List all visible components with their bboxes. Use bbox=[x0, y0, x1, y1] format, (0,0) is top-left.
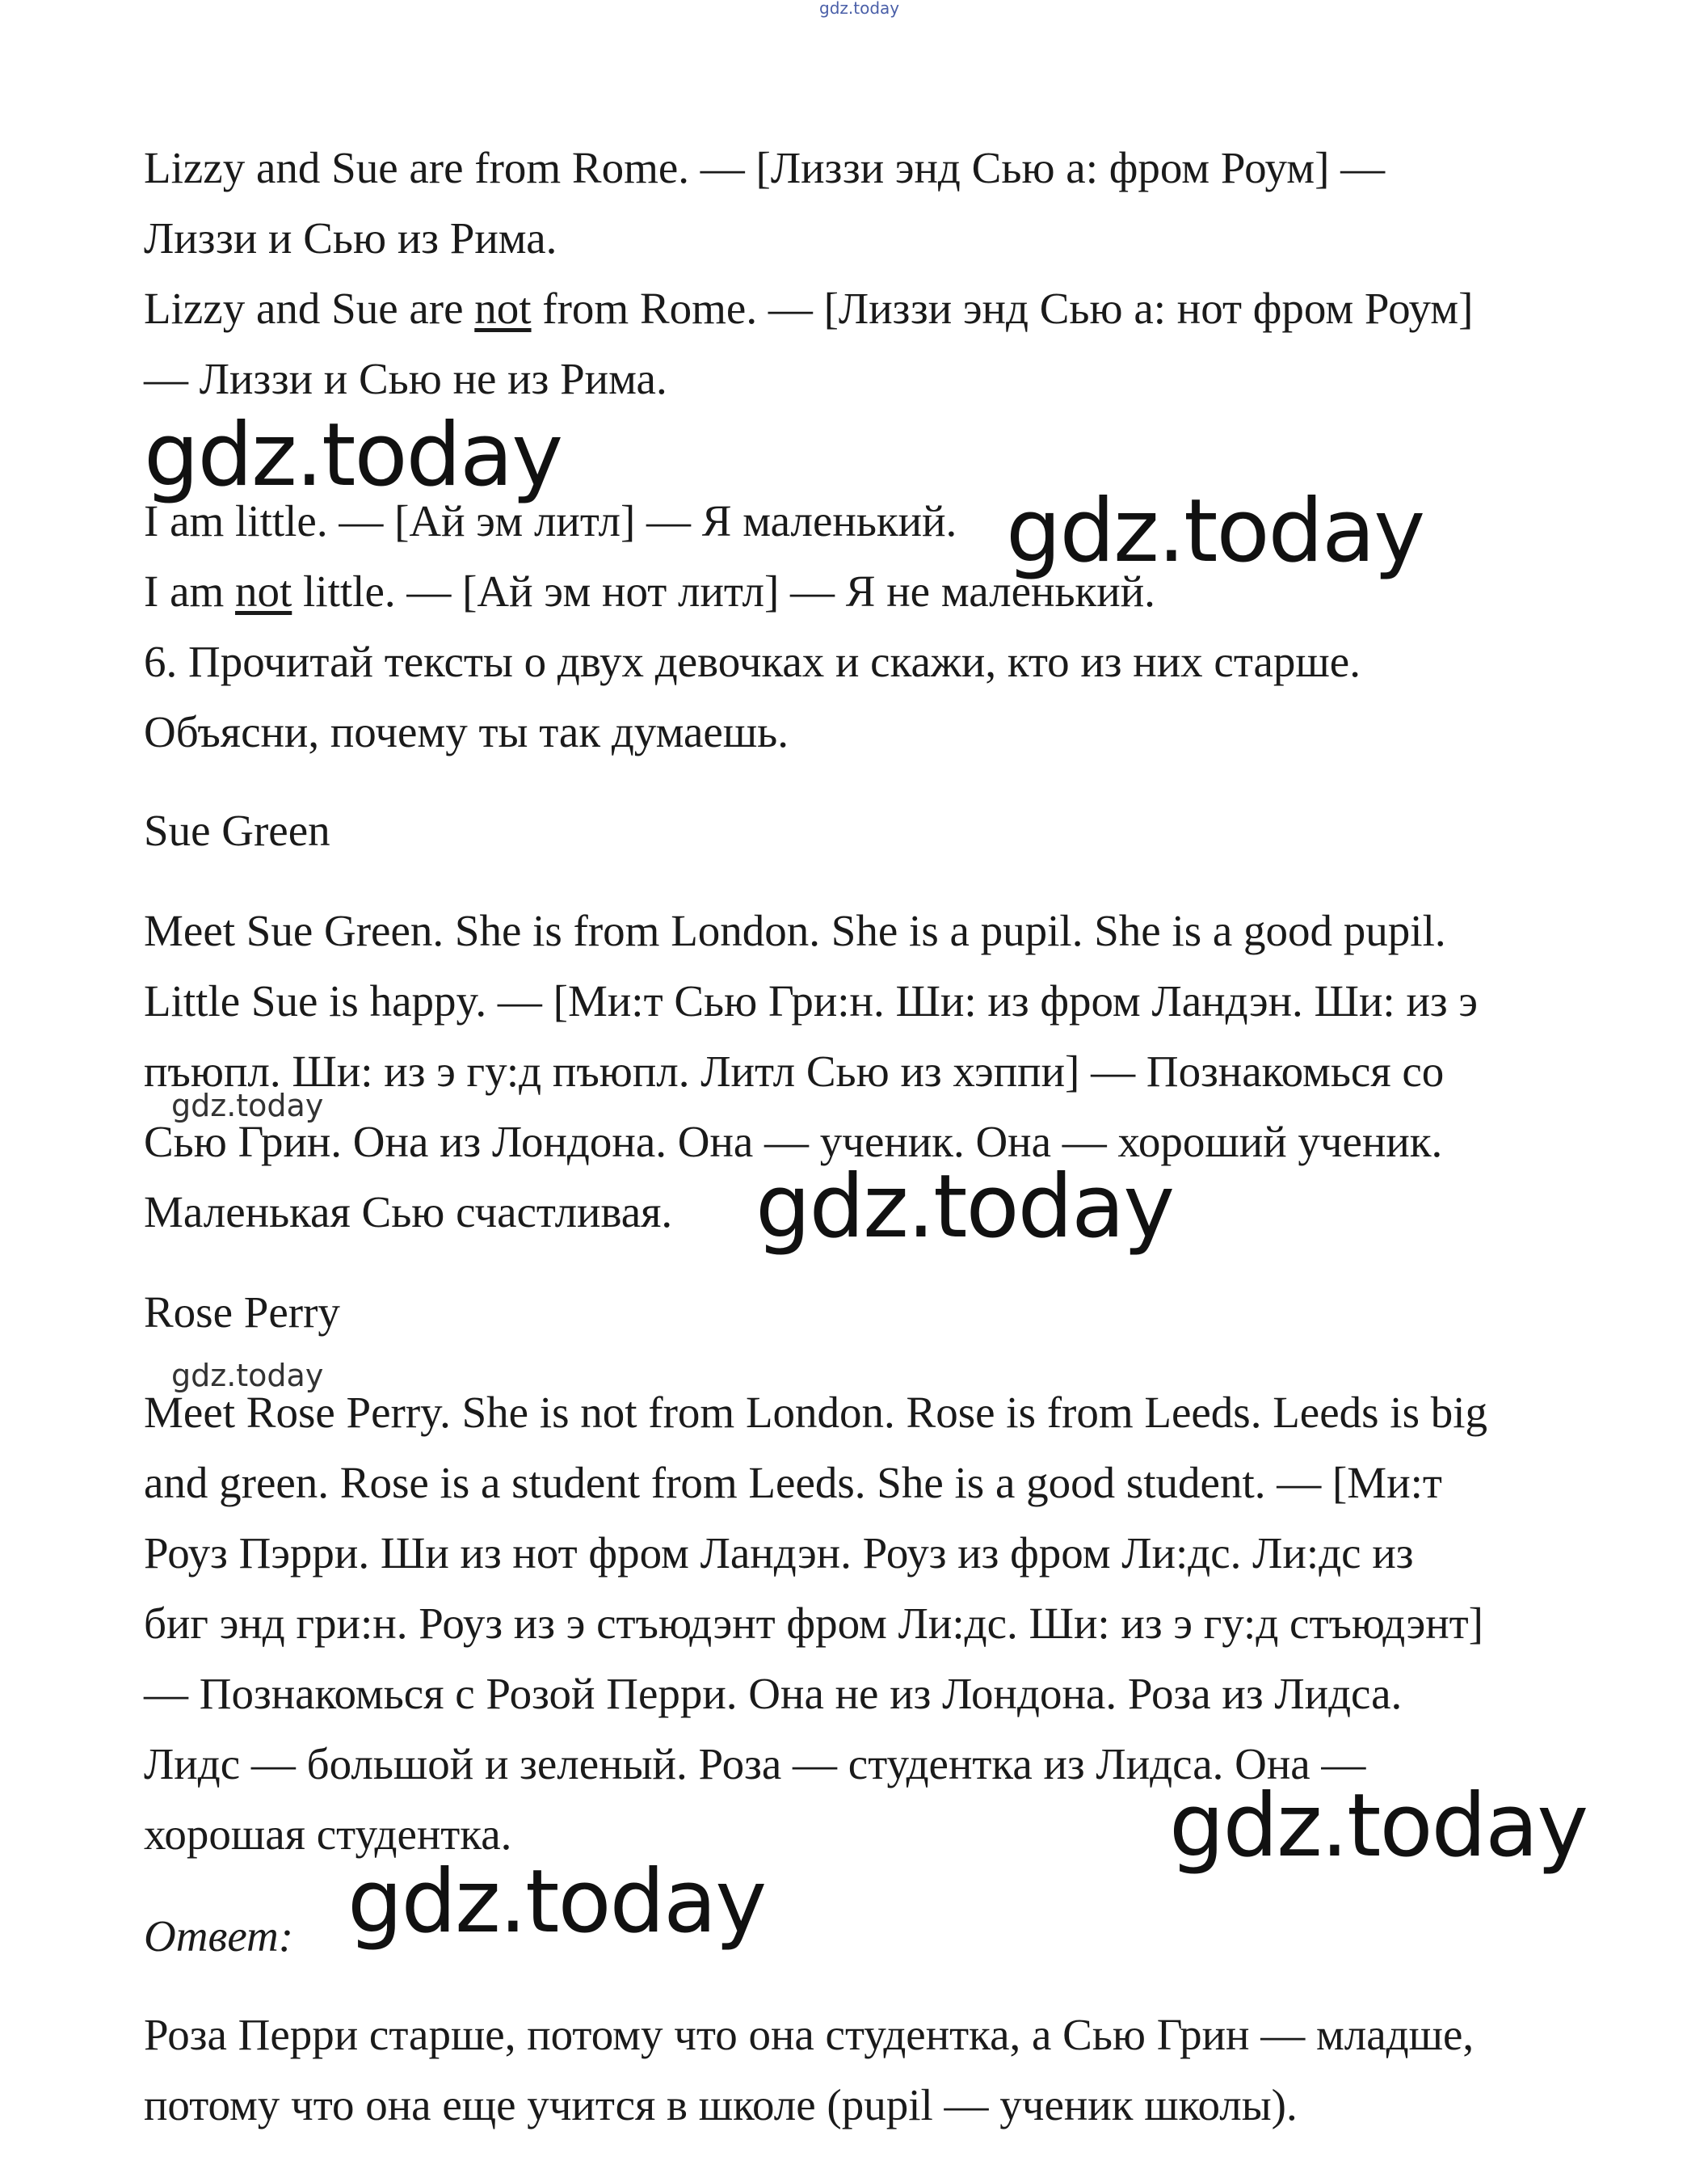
watermark-small: gdz.today bbox=[171, 1358, 324, 1393]
task-text: 6. Прочитай тексты о двух девочках и скажи, кто из них старше. bbox=[144, 637, 1361, 686]
text-fragment: little. — [Ай эм нот литл] — Я не маленький. bbox=[292, 567, 1155, 616]
section-title-rose-perry: Rose Perry bbox=[144, 1287, 340, 1337]
text-line: and green. Rose is a student from Leeds. She is a good student. — [Ми:т bbox=[144, 1458, 1442, 1507]
text-line: Лиззи и Сью из Рима. bbox=[144, 213, 557, 263]
watermark-small: gdz.today bbox=[171, 1088, 324, 1123]
watermark: gdz.today bbox=[347, 1851, 766, 1952]
text-line bbox=[144, 286, 1473, 331]
task-text: Объясни, почему ты так думаешь. bbox=[144, 707, 789, 756]
text-line: биг энд гри:н. Роуз из э стъюдэнт фром Ли:дс. Ши: из э гу:д стъюдэнт] bbox=[144, 1599, 1483, 1648]
text-line: — Познакомься с Розой Перри. Она не из Лондона. Роза из Лидса. bbox=[144, 1669, 1403, 1718]
text-line: Little Sue is happy. — [Ми:т Сью Гри:н. Ши: из фром Ландэн. Ши: из э bbox=[144, 976, 1478, 1026]
underlined-word: not bbox=[474, 284, 532, 333]
text-line: Роуз Пэрри. Ши из нот фром Ландэн. Роуз из фром Ли:дс. Ли:дс из bbox=[144, 1528, 1414, 1578]
text-fragment: from Rome. — [Лиззи энд Сью а: нот фром Роум] bbox=[531, 284, 1474, 333]
text-line: Маленькая Сью счастливая. bbox=[144, 1187, 673, 1236]
text-line: I am little. — [Ай эм литл] — Я маленький. bbox=[144, 496, 957, 546]
watermark: gdz.today bbox=[144, 405, 562, 506]
text-line: хорошая студентка. bbox=[144, 1809, 512, 1859]
text-line: Лидс — большой и зеленый. Роза — студентка из Лидса. Она — bbox=[144, 1739, 1366, 1788]
top-watermark: gdz.today bbox=[819, 0, 900, 18]
watermark: gdz.today bbox=[1169, 1776, 1588, 1877]
text-line: Сью Грин. Она из Лондона. Она — ученик. Она — хороший ученик. bbox=[144, 1117, 1443, 1166]
text-line: пъюпл. Ши: из э гу:д пъюпл. Литл Сью из хэппи] — Познакомься со bbox=[144, 1047, 1445, 1096]
text-line: Meet Rose Perry. She is not from London. Rose is from Leeds. Leeds is big bbox=[144, 1388, 1487, 1437]
answer-text: потому что она еще учится в школе (pupil — ученик школы). bbox=[144, 2080, 1298, 2129]
text-line: Meet Sue Green. She is from London. She is a pupil. She is a good pupil. bbox=[144, 906, 1446, 955]
text-fragment: I am bbox=[144, 567, 236, 616]
text-line: Lizzy and Sue are from Rome. — [Лиззи энд Сью а: фром Роум] — bbox=[144, 143, 1386, 192]
section-title-sue-green: Sue Green bbox=[144, 806, 330, 855]
text-line: — Лиззи и Сью не из Рима. bbox=[144, 354, 667, 403]
answer-label: Ответ: bbox=[144, 1911, 294, 1961]
text-line bbox=[144, 567, 1155, 616]
watermark: gdz.today bbox=[1006, 481, 1424, 582]
answer-text: Роза Перри старше, потому что она студентка, а Сью Грин — младше, bbox=[144, 2010, 1475, 2059]
underlined-word: not bbox=[235, 567, 292, 616]
text-fragment: Lizzy and Sue are bbox=[144, 284, 475, 333]
watermark: gdz.today bbox=[755, 1156, 1174, 1257]
